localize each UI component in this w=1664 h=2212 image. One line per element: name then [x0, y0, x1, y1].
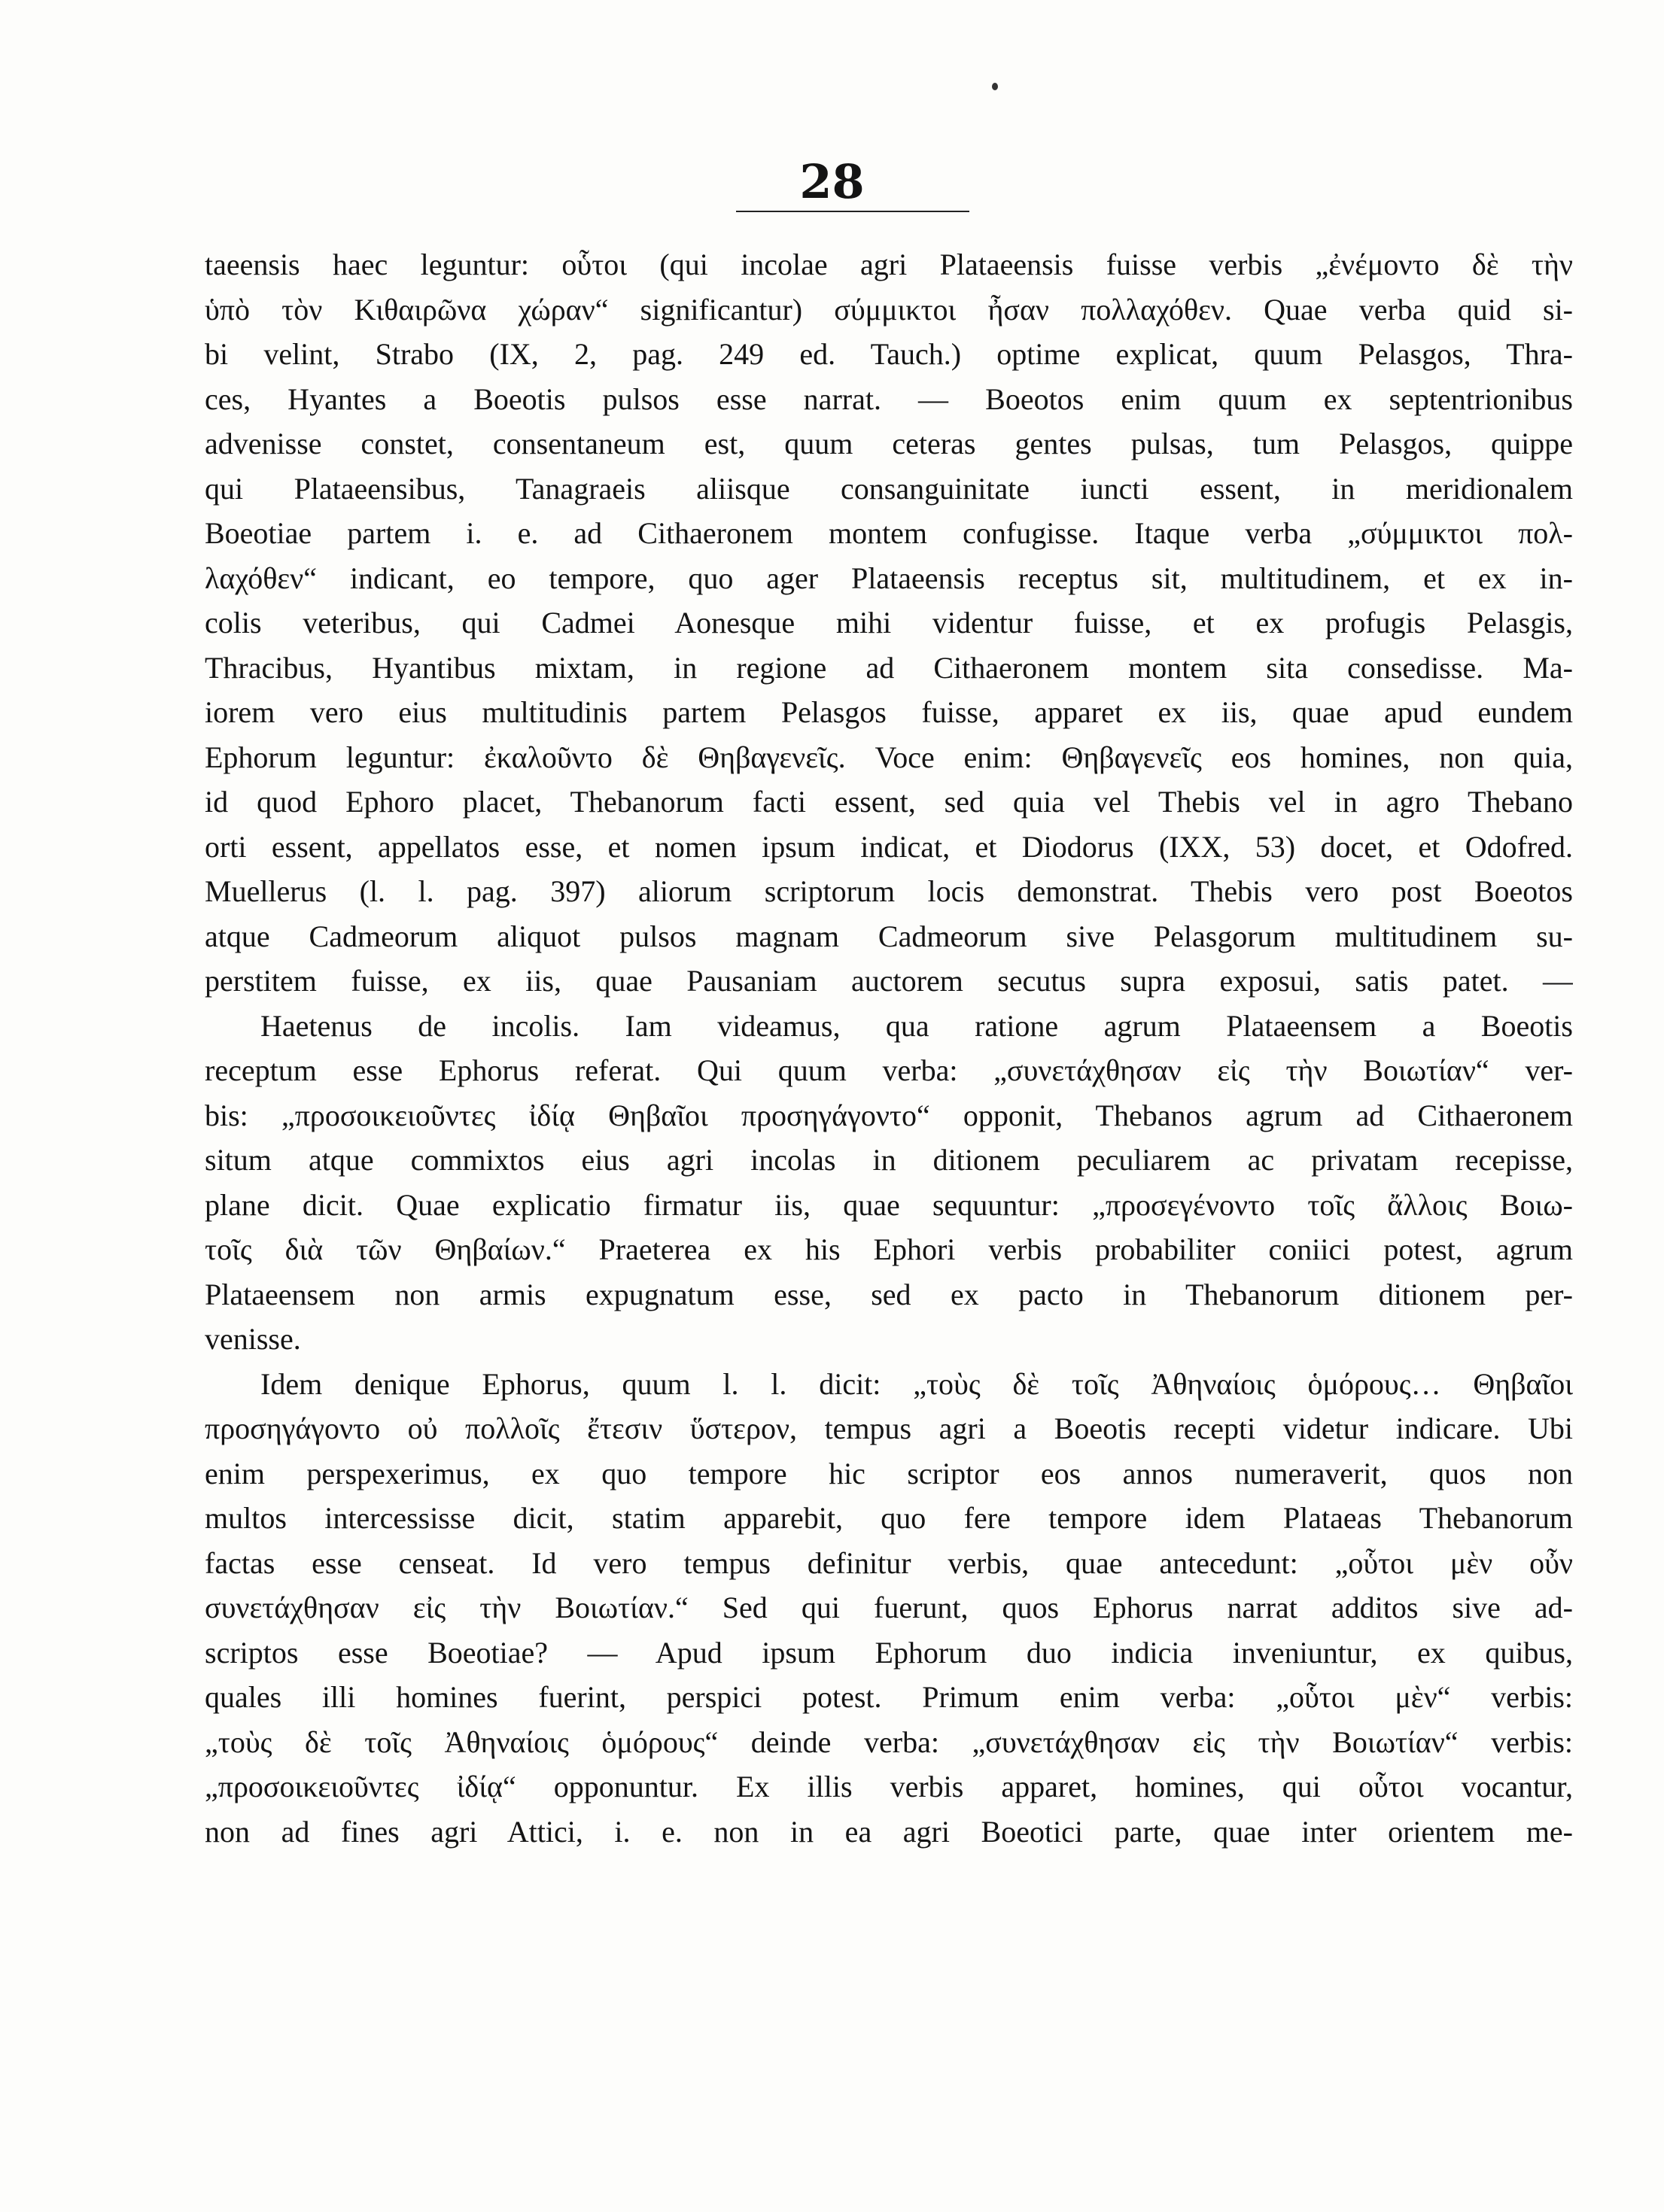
text-line: atque Cadmeorum aliquot pulsos magnam Cadmeorum sive Pelasgorum multitudinem su-	[205, 919, 1573, 953]
text-line: Ephorum leguntur: ἐκαλοῦντο δὲ Θηβαγενεῖς. Voce enim: Θηβαγενεῖς eos homines, non quia,	[205, 740, 1573, 774]
text-line: situm atque commixtos eius agri incolas in ditionem peculiarem ac privatam recepisse,	[205, 1143, 1573, 1177]
text-line: taeensis haec leguntur: οὗτοι (qui incolae agri Plataeensis fuisse verbis „ἐνέμοντο δὲ τὴν	[205, 248, 1573, 281]
text-line: iorem vero eius multitudinis partem Pelasgos fuisse, apparet ex iis, quae apud eundem	[205, 695, 1573, 729]
text-line: id quod Ephoro placet, Thebanorum facti essent, sed quia vel Thebis vel in agro Thebano	[205, 785, 1573, 819]
text-line: „τοὺς δὲ τοῖς Ἀθηναίοις ὁμόρους“ deinde verba: „συνετάχθησαν εἰς τὴν Βοιωτίαν“ verbis:	[205, 1724, 1573, 1759]
text-line: venisse.	[205, 1322, 301, 1356]
text-line: enim perspexerimus, ex quo tempore hic scriptor eos annos numeraverit, quos non	[205, 1456, 1573, 1490]
body-text	[205, 242, 1573, 1854]
text-line: ces, Hyantes a Boeotis pulsos esse narrat. — Boeotos enim quum ex septentrionibus	[205, 381, 1573, 416]
text-line: colis veteribus, qui Cadmei Aonesque mihi videntur fuisse, et ex profugis Pelasgis,	[205, 606, 1573, 640]
text-line: plane dicit. Quae explicatio firmatur iis, quae sequuntur: „προσεγένοντο τοῖς ἄλλοις Βοιω-	[205, 1187, 1573, 1222]
text-line: Muellerus (l. l. pag. 397) aliorum scriptorum locis demonstrat. Thebis vero post Boeotos	[205, 874, 1573, 908]
header-rule	[736, 211, 969, 212]
text-line: Thracibus, Hyantibus mixtam, in regione ad Cithaeronem montem sita consedisse. Ma-	[205, 650, 1573, 685]
text-line: Idem denique Ephorus, quum l. l. dicit: „τοὺς δὲ τοῖς Ἀθηναίοις ὁμόρους… Θηβαῖοι	[260, 1366, 1573, 1401]
text-line: τοῖς διὰ τῶν Θηβαίων.“ Praeterea ex his Ephori verbis probabiliter coniici potest, agrum	[205, 1232, 1573, 1266]
ink-speck	[992, 83, 998, 90]
text-line: receptum esse Ephorus referat. Qui quum verba: „συνετάχθησαν εἰς τὴν Βοιωτίαν“ ver-	[205, 1053, 1573, 1087]
text-line: orti essent, appellatos esse, et nomen ipsum indicat, et Diodorus (IXX, 53) docet, et Odofred.	[205, 829, 1573, 864]
page-number: 28	[799, 154, 865, 209]
text-line: „προσοικειοῦντες ἰδίᾳ“ opponuntur. Ex illis verbis apparet, homines, qui οὗτοι vocantur,	[205, 1770, 1573, 1803]
text-line: ὑπὸ τὸν Κιθαιρῶνα χώραν“ significantur) σύμμικτοι ἦσαν πολλαχόθεν. Quae verba quid si-	[205, 292, 1573, 327]
text-line: bi velint, Strabo (IX, 2, pag. 249 ed. Tauch.) optime explicat, quum Pelasgos, Thra-	[205, 337, 1573, 371]
text-line: bis: „προσοικειοῦντες ἰδίᾳ Θηβαῖοι προσηγάγοντο“ opponit, Thebanos agrum ad Cithaeronem	[205, 1098, 1573, 1132]
text-line: scriptos esse Boeotiae? — Apud ipsum Ephorum duo indicia inveniuntur, ex quibus,	[205, 1635, 1573, 1670]
text-line: quales illi homines fuerint, perspici potest. Primum enim verba: „οὗτοι μὲν“ verbis:	[205, 1680, 1573, 1714]
text-line: προσηγάγοντο οὐ πολλοῖς ἔτεσιν ὕστερον, tempus agri a Boeotis recepti videtur indicare. Ubi	[205, 1411, 1573, 1445]
text-line: qui Plataeensibus, Tanagraeis aliisque consanguinitate iuncti essent, in meridionalem	[205, 471, 1573, 506]
text-line: perstitem fuisse, ex iis, quae Pausaniam auctorem secutus supra exposui, satis patet. —	[205, 964, 1573, 998]
text-line: συνετάχθησαν εἰς τὴν Βοιωτίαν.“ Sed qui fuerunt, quos Ephorus narrat additos sive ad-	[205, 1591, 1573, 1624]
text-line: λαχόθεν“ indicant, eo tempore, quo ager Plataeensis receptus sit, multitudinem, et ex in-	[205, 561, 1573, 595]
text-line: Haetenus de incolis. Iam videamus, qua ratione agrum Plataeensem a Boeotis	[260, 1008, 1573, 1043]
text-line: multos intercessisse dicit, statim apparebit, quo fere tempore idem Plataeas Thebanorum	[205, 1501, 1573, 1535]
text-line: Boeotiae partem i. e. ad Cithaeronem montem confugisse. Itaque verba „σύμμικτοι πολ-	[205, 516, 1573, 550]
text-line: non ad fines agri Attici, i. e. non in ea agri Boeotici parte, quae inter orientem me-	[205, 1814, 1573, 1849]
text-line: advenisse constet, consentaneum est, quum ceteras gentes pulsas, tum Pelasgos, quippe	[205, 427, 1573, 460]
text-line: Plataeensem non armis expugnatum esse, sed ex pacto in Thebanorum ditionem per-	[205, 1277, 1573, 1311]
text-line: factas esse censeat. Id vero tempus definitur verbis, quae antecedunt: „οὗτοι μὲν οὖν	[205, 1545, 1573, 1580]
